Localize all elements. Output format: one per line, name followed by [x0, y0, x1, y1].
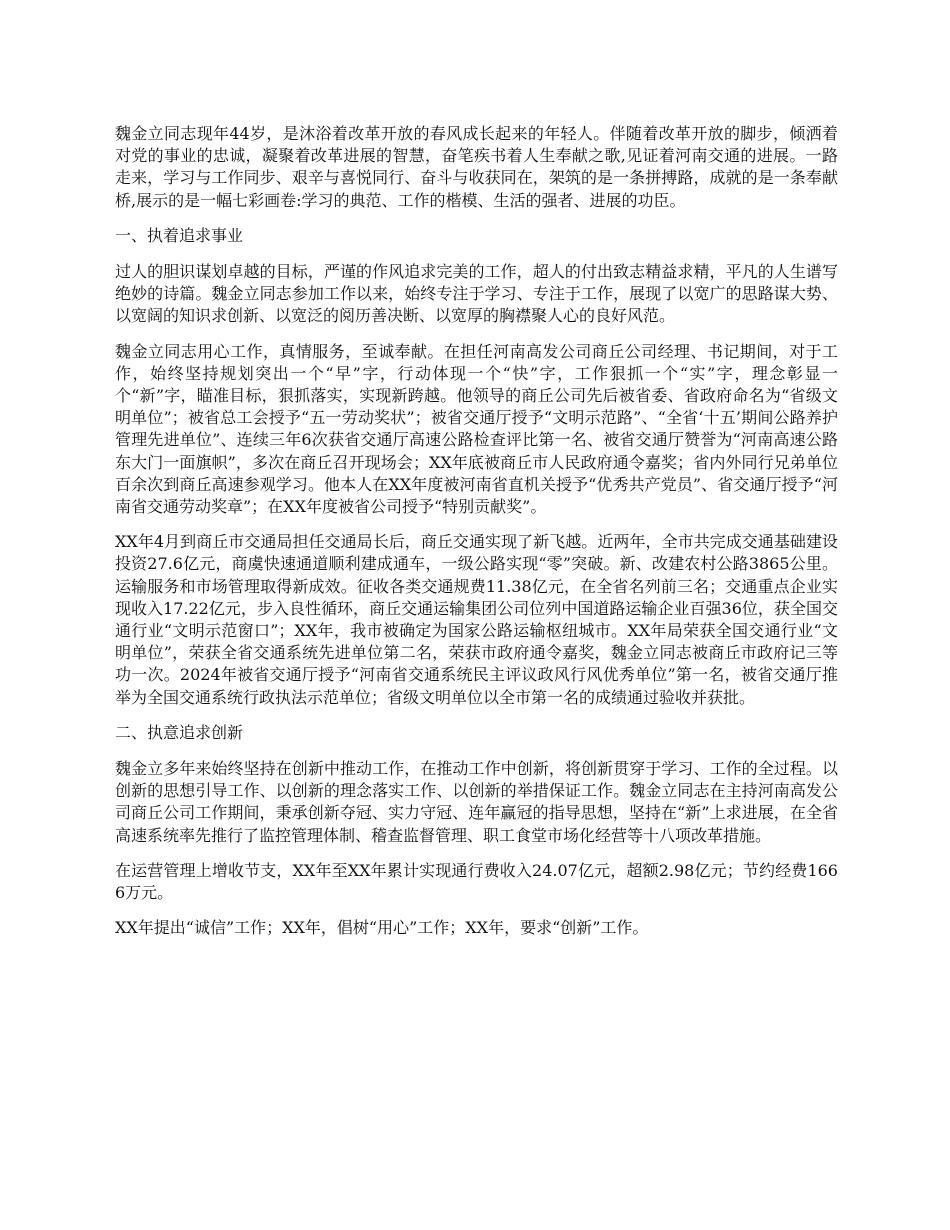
- document-page: [115, 123, 838, 953]
- body-paragraph: 过人的胆识谋划卓越的目标，严谨的作风追求完美的工作，超人的付出致志精益求精，平凡的人生谱写绝妙的诗篇。魏金立同志参加工作以来，始终专注于学习、专注于工作，展现了以宽广的思路谋大势、以宽阔的知识求创新、以宽泛的阅历善决断、以宽厚的胸襟聚人心的良好风范。: [115, 262, 838, 326]
- body-paragraph: 魏金立同志用心工作，真情服务，至诚奉献。在担任河南高发公司商丘公司经理、书记期间，对于工作，始终坚持规划突出一个“早”字，行动体现一个“快”字，工作狠抓一个“实”字，理念彰显一个“新”字，瞄准目标，狠抓落实，实现新跨越。他领导的商丘公司先后被省委、省政府命名为“省级文明单位”；被省总工会授予“五一劳动奖状”；被省交通厅授予“文明示范路”、“全省‘十五’期间公路养护管理先进单位”、连续三年6次获省交通厅高速公路检查评比第一名、被省交通厅赞誉为“河南高速公路东大门一面旗帜”，多次在商丘召开现场会；XX年底被商丘市人民政府通令嘉奖；省内外同行兄弟单位百余次到商丘高速参观学习。他本人在XX年度被河南省直机关授予“优秀共产党员”、省交通厅授予“河南省交通劳动奖章”；在XX年度被省公司授予“特别贡献奖”。: [115, 341, 838, 517]
- body-paragraph: XX年4月到商丘市交通局担任交通局长后，商丘交通实现了新飞越。近两年，全市共完成交通基础建设投资27.6亿元，商虞快速通道顺利建成通车，一级公路实现“零”突破。新、改建农村公路3865公里。运输服务和市场管理取得新成效。征收各类交通规费11.38亿元，在全省名列前三名；交通重点企业实现收入17.22亿元，步入良性循环，商丘交通运输集团公司位列中国道路运输企业百强36位，获全国交通行业“文明示范窗口”；XX年，我市被确定为国家公路运输枢纽城市。XX年局荣获全国交通行业“文明单位”，荣获全省交通系统先进单位第二名，荣获市政府通令嘉奖，魏金立同志被商丘市政府记三等功一次。2024年被省交通厅授予“河南省交通系统民主评议政风行风优秀单位”第一名，被省交通厅推举为全国交通系统行政执法示范单位；省级文明单位以全市第一名的成绩通过验收并获批。: [115, 532, 838, 707]
- body-paragraph: 魏金立多年来始终坚持在创新中推动工作，在推动工作中创新，将创新贯穿于学习、工作的全过程。以创新的思想引导工作、以创新的理念落实工作、以创新的举措保证工作。魏金立同志在主持河南高发公司商丘公司工作期间，秉承创新夺冠、实力守冠、连年赢冠的指导思想，坚持在“新”上求进展，在全省高速系统率先推行了监控管理体制、稽查监督管理、职工食堂市场化经营等十八项改革措施。: [115, 759, 838, 845]
- body-paragraph: 在运营管理上增收节支，XX年至XX年累计实现通行费收入24.07亿元，超额2.98亿元；节约经费1666万元。: [115, 860, 838, 903]
- section-heading-1: 一、执着追求事业: [115, 225, 244, 245]
- body-paragraph: XX年提出“诚信”工作；XX年，倡树“用心”工作；XX年，要求“创新”工作。: [115, 918, 649, 938]
- intro-paragraph: 魏金立同志现年44岁，是沐浴着改革开放的春风成长起来的年轻人。伴随着改革开放的脚步，倾洒着对党的事业的忠诚，凝聚着改革进展的智慧，奋笔疾书着人生奉献之歌,见证着河南交通的进展。一路走来，学习与工作同步、艰辛与喜悦同行、奋斗与收获同在，架筑的是一条拼搏路，成就的是一条奉献桥,展示的是一幅七彩画卷:学习的典范、工作的楷模、生活的强者、进展的功臣。: [115, 124, 838, 210]
- section-heading-2: 二、执意追求创新: [115, 722, 244, 742]
